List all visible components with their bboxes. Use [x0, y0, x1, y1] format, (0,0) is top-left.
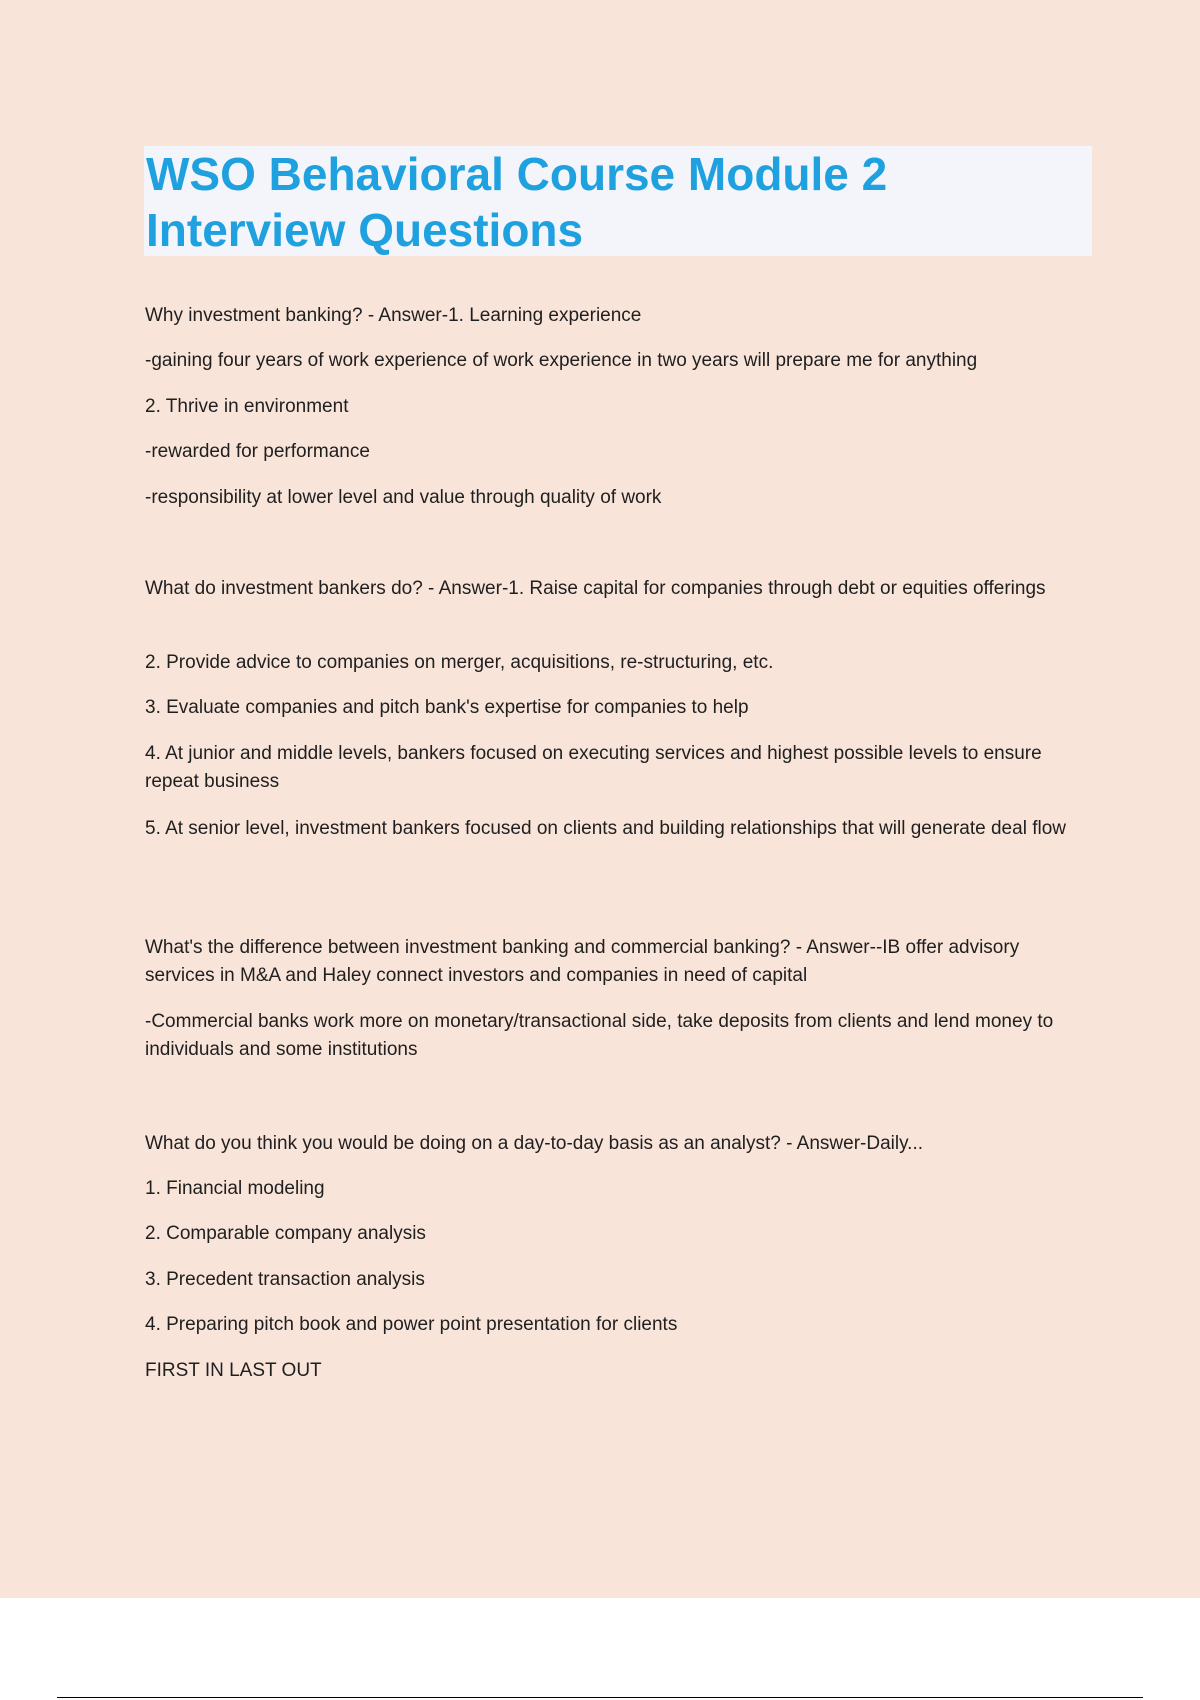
answer-line: 4. At junior and middle levels, bankers focused on executing services and highest possible levels to ensure repeat business	[145, 743, 1042, 792]
document-title-line-2: Interview Questions	[146, 204, 584, 256]
title-banner	[144, 146, 1092, 256]
answer-line: 2. Provide advice to companies on merger, acquisitions, re-structuring, etc.	[145, 652, 774, 673]
footer-divider	[57, 1697, 1143, 1698]
answer-line: 3. Evaluate companies and pitch bank's expertise for companies to help	[145, 697, 749, 718]
answer-line: 4. Preparing pitch book and power point presentation for clients	[145, 1314, 678, 1335]
document-title-line-1: WSO Behavioral Course Module 2	[146, 148, 888, 200]
answer-line: 2. Comparable company analysis	[145, 1223, 426, 1244]
answer-line: 3. Precedent transaction analysis	[145, 1269, 425, 1290]
question-ib-vs-commercial: What's the difference between investment banking and commercial banking? - Answer--IB offer advisory services in M&A and Haley connect investors and companies in need of capital	[145, 937, 1020, 986]
answer-line: FIRST IN LAST OUT	[145, 1360, 322, 1381]
question-why-investment-banking: Why investment banking? - Answer-1. Learning experience	[145, 305, 642, 326]
answer-line: -responsibility at lower level and value through quality of work	[145, 487, 662, 508]
answer-line: -gaining four years of work experience of work experience in two years will prepare me for anything	[145, 350, 978, 371]
answer-line: -rewarded for performance	[145, 441, 370, 462]
question-day-to-day-analyst: What do you think you would be doing on a day-to-day basis as an analyst? - Answer-Daily...	[145, 1133, 924, 1154]
question-what-do-bankers-do: What do investment bankers do? - Answer-1. Raise capital for companies through debt or equities offerings	[145, 578, 1046, 599]
answer-line: -Commercial banks work more on monetary/transactional side, take deposits from clients and lend money to individuals and some institutions	[145, 1011, 1054, 1060]
answer-line: 1. Financial modeling	[145, 1178, 325, 1199]
answer-line: 5. At senior level, investment bankers focused on clients and building relationships that will generate deal flow	[145, 818, 1066, 839]
answer-line: 2. Thrive in environment	[145, 396, 349, 417]
